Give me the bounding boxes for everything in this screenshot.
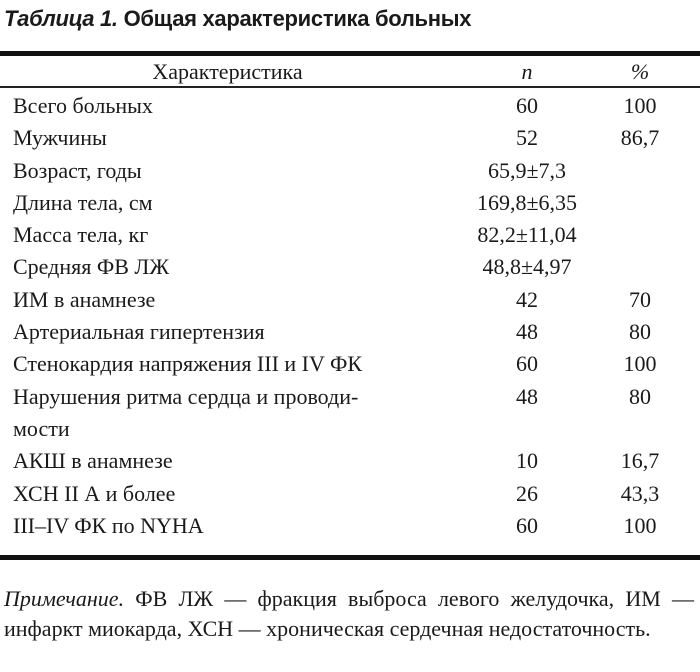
row-label: III–IV ФК по NYHA: [13, 512, 204, 538]
row-label: Мужчины: [13, 125, 107, 151]
row-n: 26: [516, 480, 538, 506]
row-label: АКШ в анамнезе: [13, 448, 173, 474]
row-label: Артериальная гипертензия: [13, 319, 265, 345]
table-row: [0, 316, 700, 348]
row-n: 48,8±4,97: [482, 254, 572, 280]
row-n: 52: [516, 125, 538, 151]
row-n: 169,8±6,35: [476, 189, 578, 215]
table-row: [0, 478, 700, 510]
table-row: [0, 155, 700, 187]
table-row: [0, 284, 700, 316]
row-percent: 16,7: [620, 448, 660, 474]
table-row: [0, 348, 700, 380]
row-percent: 100: [623, 351, 657, 377]
row-label: ИМ в анамнезе: [13, 286, 156, 312]
header-n: n: [521, 59, 533, 84]
row-percent: 70: [629, 286, 651, 312]
row-percent: 100: [623, 512, 657, 538]
note-label: Примечание.: [4, 586, 125, 611]
row-label: Длина тела, см: [13, 189, 153, 215]
row-n: 60: [516, 93, 538, 118]
row-label: Нарушения ритма сердца и проводи- мости: [13, 383, 359, 441]
row-label: ХСН II А и более: [13, 480, 176, 506]
note-text: ФВ ЛЖ — фракция выброса левого желудочка, ИМ — инфаркт миокарда, ХСН — хроническая сердечная недостаточность.: [4, 586, 694, 641]
row-label: Возраст, годы: [13, 157, 142, 183]
row-percent: 80: [629, 383, 651, 409]
table-body: [0, 90, 700, 542]
row-n: 82,2±11,04: [477, 222, 577, 248]
header-characteristic: Характеристика: [152, 59, 303, 84]
row-n: 48: [516, 319, 538, 345]
row-n: 60: [516, 351, 538, 377]
header-rule: [0, 86, 700, 88]
row-label: Всего больных: [13, 93, 153, 118]
row-percent: 80: [629, 319, 651, 345]
row-n: 60: [516, 512, 538, 538]
row-label: Средняя ФВ ЛЖ: [13, 254, 170, 280]
table-row: [0, 187, 700, 219]
table-title-text: Общая характеристика больных: [123, 6, 472, 31]
header-percent: %: [630, 59, 650, 84]
row-n: 48: [516, 383, 538, 409]
table-title: [4, 6, 471, 32]
row-n: 10: [516, 448, 538, 474]
table-row: [0, 90, 700, 122]
table-row: [0, 251, 700, 283]
table-row: [0, 445, 700, 477]
row-label: Масса тела, кг: [13, 222, 149, 248]
table-row: [0, 510, 700, 542]
table-row: [0, 219, 700, 251]
table-row: [0, 122, 700, 154]
table-title-label: Таблица 1.: [4, 6, 118, 31]
row-n: 42: [516, 286, 538, 312]
row-percent: 86,7: [620, 125, 660, 151]
table-note: [4, 584, 694, 644]
top-rule: [0, 51, 700, 56]
bottom-rule: [0, 555, 700, 560]
row-label: Стенокардия напряжения III и IV ФК: [13, 351, 363, 377]
row-n: 65,9±7,3: [487, 157, 567, 183]
row-percent: 100: [623, 93, 657, 118]
row-percent: 43,3: [620, 480, 660, 506]
table-row: [0, 381, 700, 446]
